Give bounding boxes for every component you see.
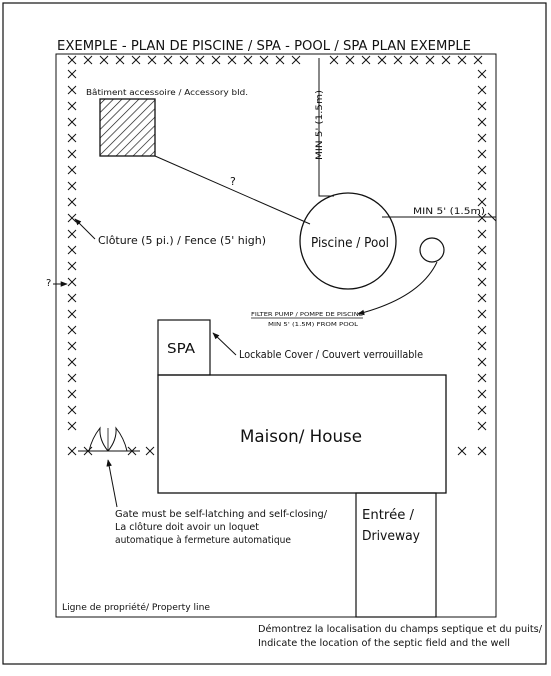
fence-x-mark: [68, 102, 76, 110]
fence-x-mark: [378, 56, 386, 64]
gate-label-line1: Gate must be self-latching and self-closing/: [115, 509, 328, 520]
gate-label-line2: La clôture doit avoir un loquet: [115, 522, 260, 533]
fence-x-mark: [478, 198, 486, 206]
fence-label: Clôture (5 pi.) / Fence (5' high): [98, 235, 266, 247]
fence-x-mark: [68, 166, 76, 174]
plan-title: EXEMPLE - PLAN DE PISCINE / SPA - POOL / SPA PLAN EXEMPLE: [57, 38, 471, 54]
fence-x-mark: [68, 406, 76, 414]
question-mark-label: ?: [230, 175, 236, 188]
fence-x-mark: [228, 56, 236, 64]
fence-x-mark: [478, 390, 486, 398]
fence-x-mark: [478, 102, 486, 110]
fence-x-mark: [478, 118, 486, 126]
fence-x-mark: [478, 447, 486, 455]
fence-x-mark: [458, 56, 466, 64]
fence-x-mark: [180, 56, 188, 64]
house-label: Maison/ House: [240, 427, 362, 447]
fence-x-mark: [212, 56, 220, 64]
fence-x-mark: [68, 342, 76, 350]
filter-pump-label-line1: FILTER PUMP / POMPE DE PISCINE: [251, 312, 364, 318]
fence-x-mark: [68, 390, 76, 398]
fence-x-mark: [478, 182, 486, 190]
septic-note-line2: Indicate the location of the septic field and the well: [258, 638, 510, 649]
fence-leader: [75, 219, 95, 239]
fence-x-mark: [84, 56, 92, 64]
driveway-label-line1: Entrée /: [362, 508, 415, 523]
fence-x-mark: [68, 182, 76, 190]
driveway-label-line2: Driveway: [362, 529, 421, 544]
gate-leader: [108, 460, 117, 507]
fence-x-mark: [68, 70, 76, 78]
fence-x-mark: [68, 358, 76, 366]
fence-x-mark: [478, 374, 486, 382]
fence-x-mark: [68, 214, 76, 222]
fence-x-mark: [478, 294, 486, 302]
fence-x-mark: [196, 56, 204, 64]
pool-label: Piscine / Pool: [311, 236, 389, 251]
accessory-building: [100, 99, 155, 156]
property-line-label: Ligne de propriété/ Property line: [62, 603, 208, 613]
fence-x-mark: [68, 294, 76, 302]
fence-x-mark: [68, 278, 76, 286]
fence-x-mark: [362, 56, 370, 64]
fence-x-mark: [68, 118, 76, 126]
fence-x-mark: [68, 134, 76, 142]
septic-note-line1: Démontrez la localisation du champs septique et du puits/: [258, 624, 551, 635]
lockable-cover-label: Lockable Cover / Couvert verrouillable: [239, 349, 423, 361]
fence-x-mark: [260, 56, 268, 64]
fence-x-mark: [394, 56, 402, 64]
fence-x-mark: [68, 56, 76, 64]
min-setback-horizontal-label: MIN 5' (1.5m): [413, 207, 485, 217]
filter-pump-leader: [358, 262, 437, 314]
fence-x-mark: [116, 56, 124, 64]
fence-x-mark: [276, 56, 284, 64]
fence-x-mark: [478, 310, 486, 318]
fence-x-mark: [68, 230, 76, 238]
fence-x-mark: [68, 262, 76, 270]
fence-x-mark: [68, 150, 76, 158]
fence-x-mark: [478, 230, 486, 238]
min-setback-vertical-label: MIN 5' (1.5m): [315, 98, 325, 160]
filter-pump: [420, 238, 444, 262]
fence-x-mark: [474, 56, 482, 64]
fence-x-mark: [68, 326, 76, 334]
lockable-cover-leader: [213, 333, 236, 355]
fence-x-mark: [478, 86, 486, 94]
fence-x-mark: [478, 406, 486, 414]
fence-x-mark: [146, 447, 154, 455]
fence-x-mark: [478, 278, 486, 286]
spa-label: SPA: [167, 342, 196, 357]
fence-x-mark: [68, 86, 76, 94]
fence-x-mark: [132, 56, 140, 64]
fence-x-mark: [442, 56, 450, 64]
fence-x-mark: [478, 422, 486, 430]
gate-label-line3: automatique à fermeture automatique: [115, 535, 292, 546]
fence-x-mark: [330, 56, 338, 64]
fence-x-mark: [292, 56, 300, 64]
fence-x-mark: [426, 56, 434, 64]
fence-x-mark: [458, 447, 466, 455]
fence-x-mark: [478, 70, 486, 78]
gate: [78, 428, 140, 451]
filter-pump-label-line2: MIN 5' (1.5M) FROM POOL: [268, 322, 358, 328]
accessory-building-label: Bâtiment accessoire / Accessory bld.: [86, 88, 248, 97]
outer-frame: [3, 3, 551, 664]
fence-x-mark: [478, 150, 486, 158]
fence-x-mark: [100, 56, 108, 64]
fence-x-mark: [478, 246, 486, 254]
fence-x-mark: [478, 358, 486, 366]
fence-x-mark: [478, 134, 486, 142]
fence-x-mark: [478, 326, 486, 334]
building-to-pool-line: [155, 156, 310, 224]
fence-x-mark: [68, 447, 76, 455]
fence-question-mark: ?: [46, 278, 52, 289]
fence-x-mark: [68, 310, 76, 318]
fence-x-mark: [478, 342, 486, 350]
fence-x-mark: [148, 56, 156, 64]
fence-x-mark: [410, 56, 418, 64]
fence-x-mark: [478, 262, 486, 270]
fence-x-mark: [164, 56, 172, 64]
fence-x-mark: [478, 166, 486, 174]
fence-x-mark: [68, 198, 76, 206]
fence-x-mark: [244, 56, 252, 64]
fence-x-mark: [68, 374, 76, 382]
fence-x-mark: [68, 422, 76, 430]
fence-x-mark: [346, 56, 354, 64]
fence-x-mark: [68, 246, 76, 254]
